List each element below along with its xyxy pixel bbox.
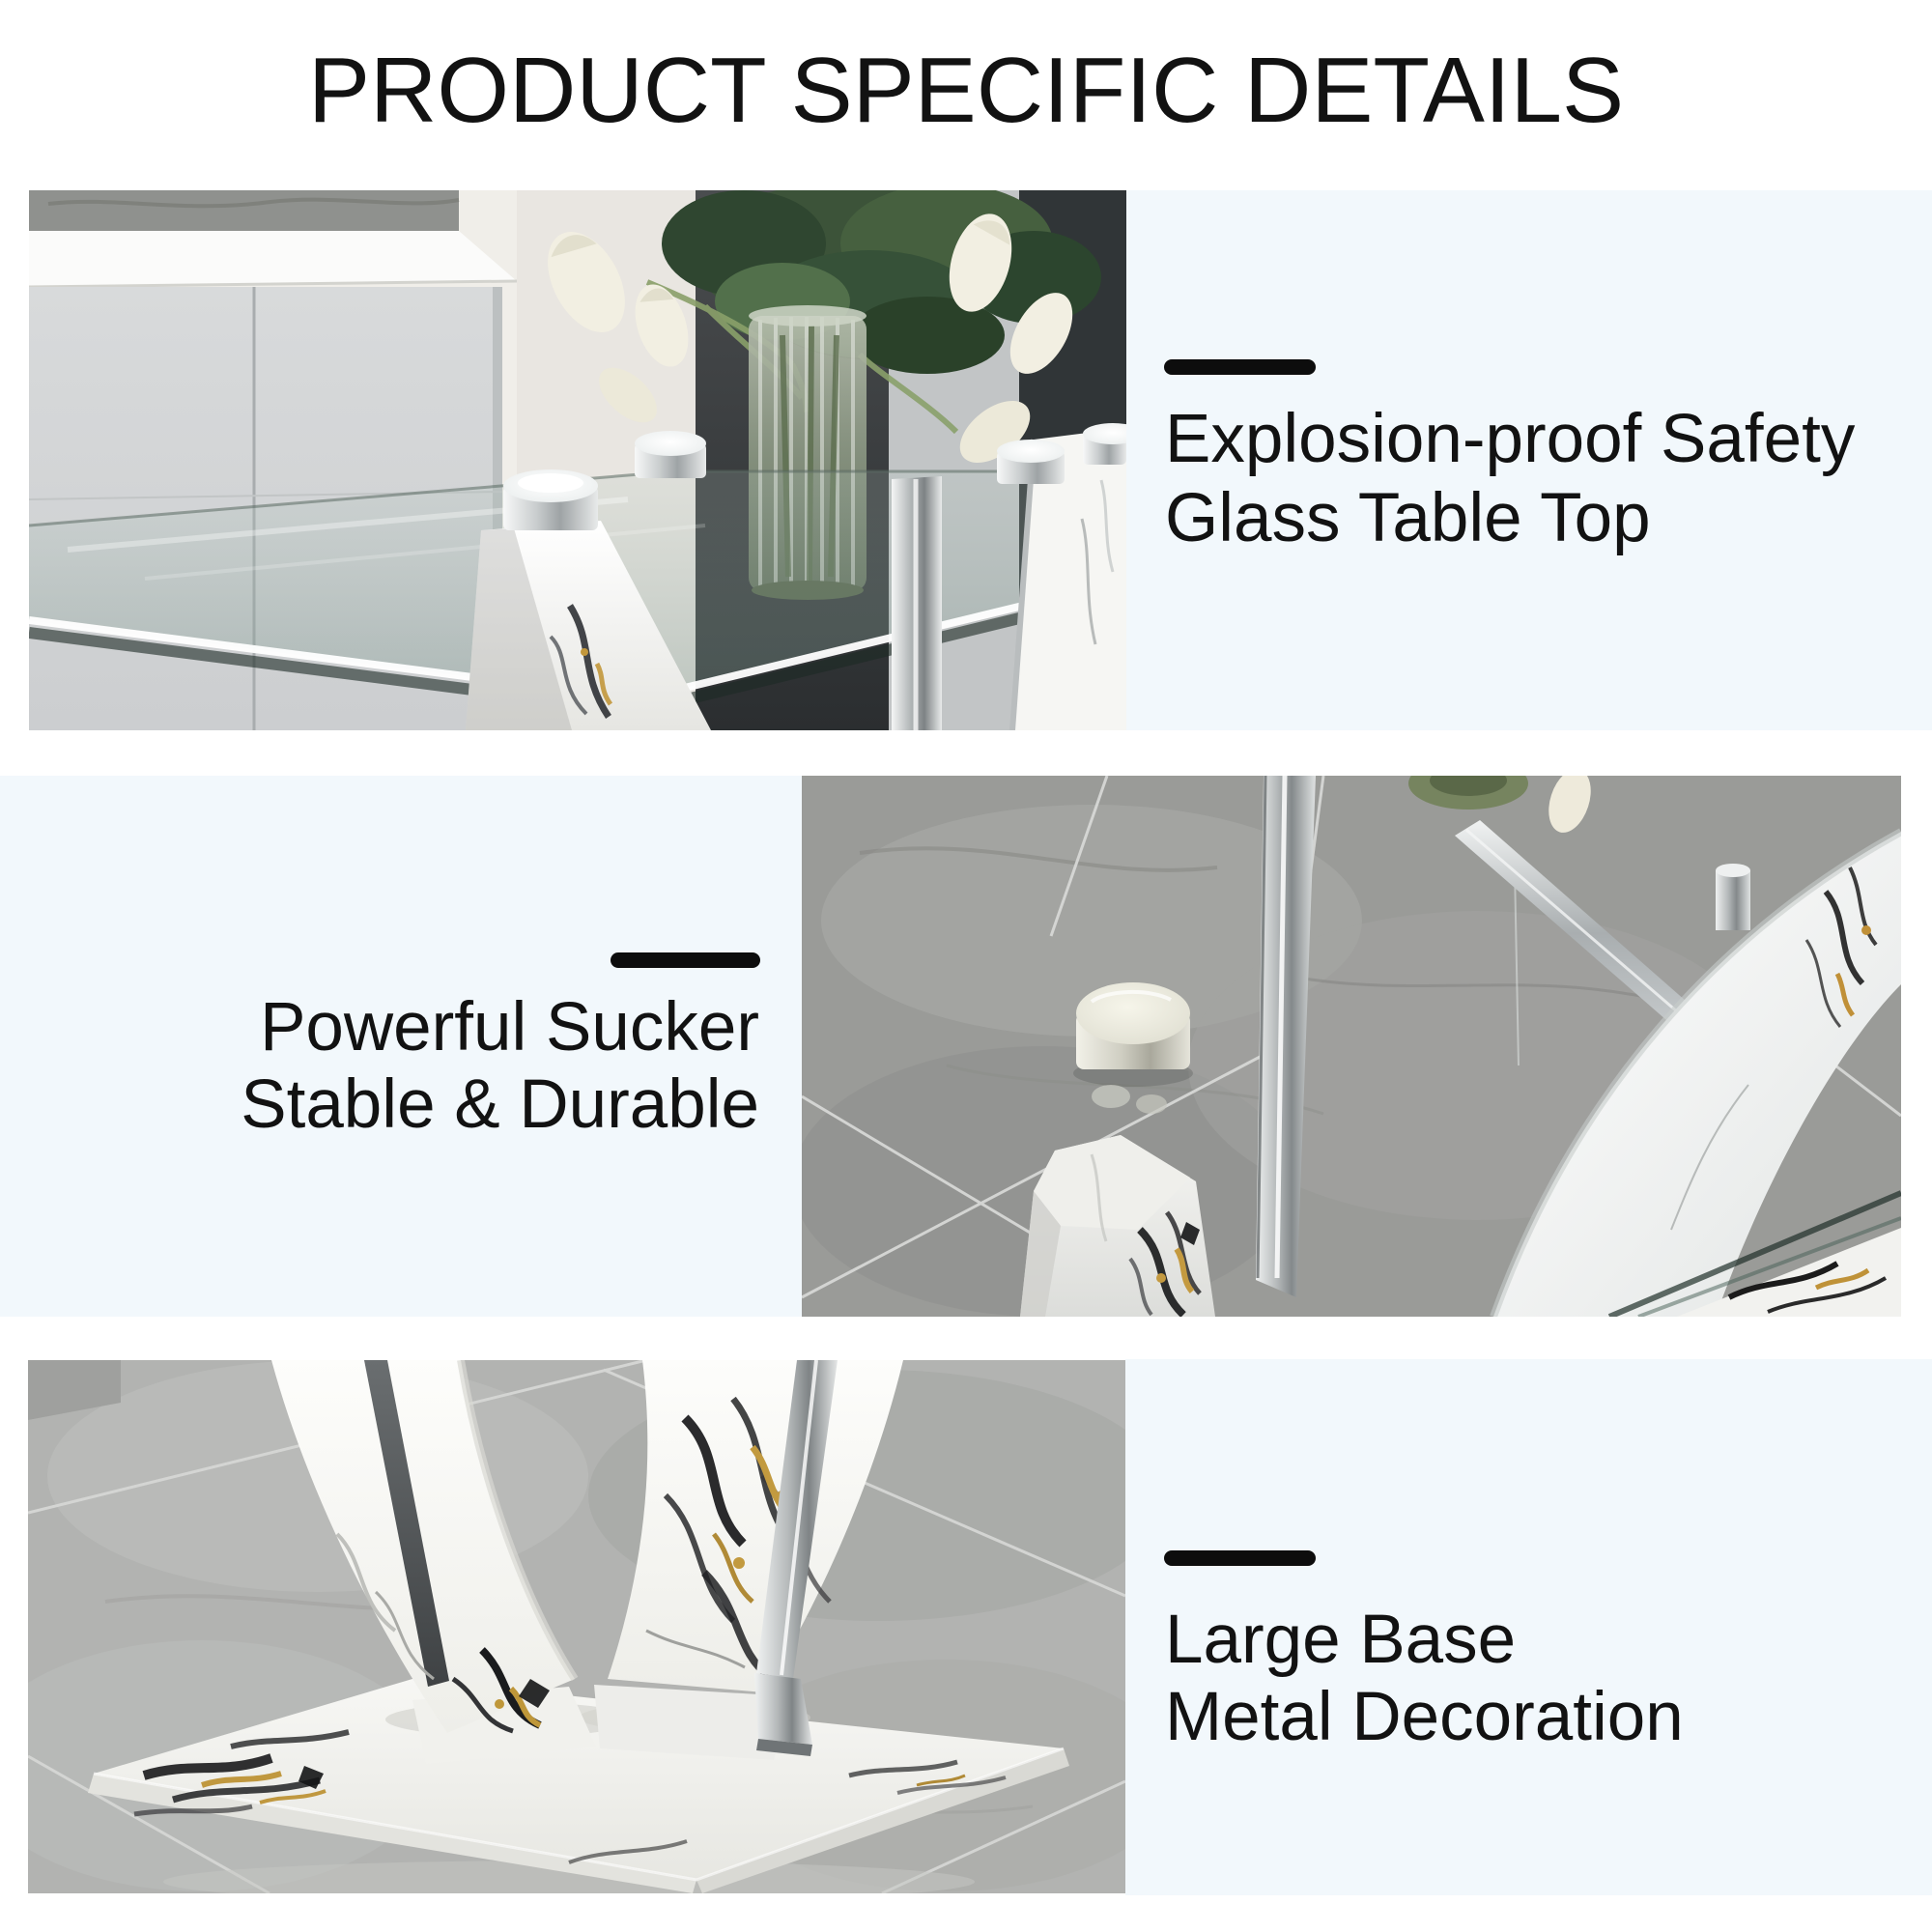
suction-cup-mid xyxy=(635,431,706,478)
large-base-photo xyxy=(28,1360,1125,1893)
accent-bar-sucker xyxy=(611,952,760,968)
suction-cup-far-right xyxy=(1083,423,1126,465)
feature-line: Stable & Durable xyxy=(241,1066,759,1143)
glass-table-top-photo xyxy=(29,190,1126,730)
chrome-pillar xyxy=(892,476,942,730)
chrome-cylinder xyxy=(1716,864,1750,930)
accent-bar-glass-top xyxy=(1164,359,1316,375)
feature-line: Metal Decoration xyxy=(1165,1679,1684,1755)
page-title: PRODUCT SPECIFIC DETAILS xyxy=(308,39,1624,142)
suction-cup-right xyxy=(997,440,1065,484)
powerful-sucker-photo xyxy=(802,776,1901,1317)
feature-line: Powerful Sucker xyxy=(260,989,759,1065)
feature-line: Glass Table Top xyxy=(1165,480,1651,556)
suction-cup-large xyxy=(503,469,598,530)
feature-line: Explosion-proof Safety xyxy=(1165,401,1856,477)
feature-glass-top-text xyxy=(1165,400,1855,558)
feature-sucker-text xyxy=(241,989,759,1144)
feature-base-text xyxy=(1165,1602,1684,1756)
feature-line: Large Base xyxy=(1165,1602,1517,1678)
accent-bar-base xyxy=(1164,1550,1316,1566)
